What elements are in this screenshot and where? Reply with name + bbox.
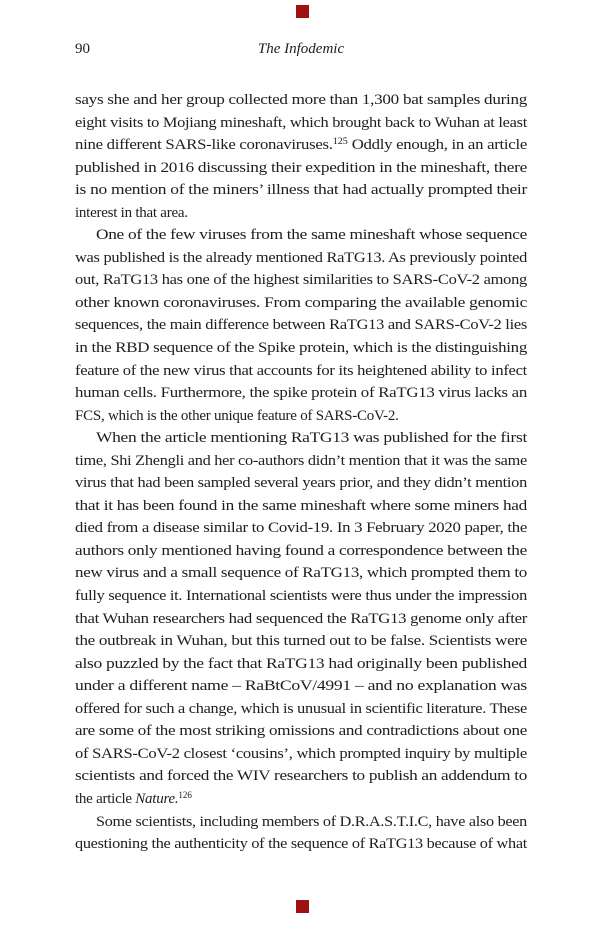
text-line: questioning the authenticity of the sequence of RaTG13 because of what xyxy=(75,836,527,853)
text-line: eight visits to Mojiang mineshaft, which brought back to Wuhan at least xyxy=(75,114,527,131)
text-line: virus that had been sampled several years prior, and they didn’t mention xyxy=(75,475,527,492)
text-line: in the RBD sequence of the Spike protein, which is the distinguishing xyxy=(75,340,527,357)
text-line: FCS, which is the other unique feature of SARS-CoV-2. xyxy=(75,407,399,424)
text-line: One of the few viruses from the same mineshaft whose sequence xyxy=(96,227,527,244)
text-line: interest in that area. xyxy=(75,204,188,221)
page-number: 90 xyxy=(75,41,90,57)
text-line: time, Shi Zhengli and her co-authors didn’t mention that it was the same xyxy=(75,452,527,469)
page-header xyxy=(75,39,527,59)
text-line: says she and her group collected more than 1,300 bat samples during xyxy=(75,92,527,108)
text-line: nine different SARS-like coronaviruses.$^{125}$ Oddly enough, in an article xyxy=(75,136,527,154)
text-line: fully sequence it. International scientists were thus under the impression xyxy=(75,588,527,605)
text-line: under a different name – RaBtCoV/4991 – and no explanation was xyxy=(75,678,527,695)
text-line: published in 2016 discussing their expedition in the mineshaft, there xyxy=(75,159,527,176)
text-line: is no mention of the miners’ illness that had actually prompted their xyxy=(75,182,527,199)
text-line: the article Nature.$^{126}$ xyxy=(75,789,192,807)
text-line: authors only mentioned having found a correspondence between the xyxy=(75,542,527,559)
text-line: of SARS-CoV-2 closest ‘cousins’, which prompted inquiry by multiple xyxy=(75,745,527,762)
footnote-reference: 126 xyxy=(178,789,192,800)
text-line: died from a disease similar to Covid-19. In 3 February 2020 paper, the xyxy=(75,520,527,537)
text-line: When the article mentioning RaTG13 was published for the first xyxy=(96,430,527,447)
body-text xyxy=(75,89,527,856)
text-line: that it has been found in the same mineshaft where some miners had xyxy=(75,497,527,514)
text-line: feature of the new virus that accounts for its heightened ability to infect xyxy=(75,362,527,379)
text-line: scientists and forced the WIV researchers to publish an addendum to xyxy=(75,768,527,785)
text-line: new virus and a small sequence of RaTG13, which prompted them to xyxy=(75,565,527,582)
text-line: out, RaTG13 has one of the highest similarities to SARS-CoV-2 among xyxy=(75,272,527,289)
text-line: human cells. Furthermore, the spike protein of RaTG13 virus lacks an xyxy=(75,385,527,402)
footnote-reference: 125 xyxy=(332,136,348,147)
text-line: Some scientists, including members of D.R.A.S.T.I.C, have also been xyxy=(96,813,527,830)
red-marker-bottom xyxy=(296,900,309,913)
text-line: sequences, the main difference between RaTG13 and SARS-CoV-2 lies xyxy=(75,317,527,334)
text-line: was published is the already mentioned RaTG13. As previously pointed xyxy=(75,249,527,266)
text-line: offered for such a change, which is unusual in scientific literature. These xyxy=(75,700,527,717)
running-head-title: The Infodemic xyxy=(257,41,345,57)
text-line: also puzzled by the fact that RaTG13 had originally been published xyxy=(75,655,527,672)
text-line: the outbreak in Wuhan, but this turned out to be false. Scientists were xyxy=(75,633,527,650)
text-line: other known coronaviruses. From comparing the available genomic xyxy=(75,294,527,311)
text-line: that Wuhan researchers had sequenced the RaTG13 genome only after xyxy=(75,610,527,627)
red-marker-top xyxy=(296,5,309,18)
text-line: are some of the most striking omissions and contradictions about one xyxy=(75,723,527,740)
